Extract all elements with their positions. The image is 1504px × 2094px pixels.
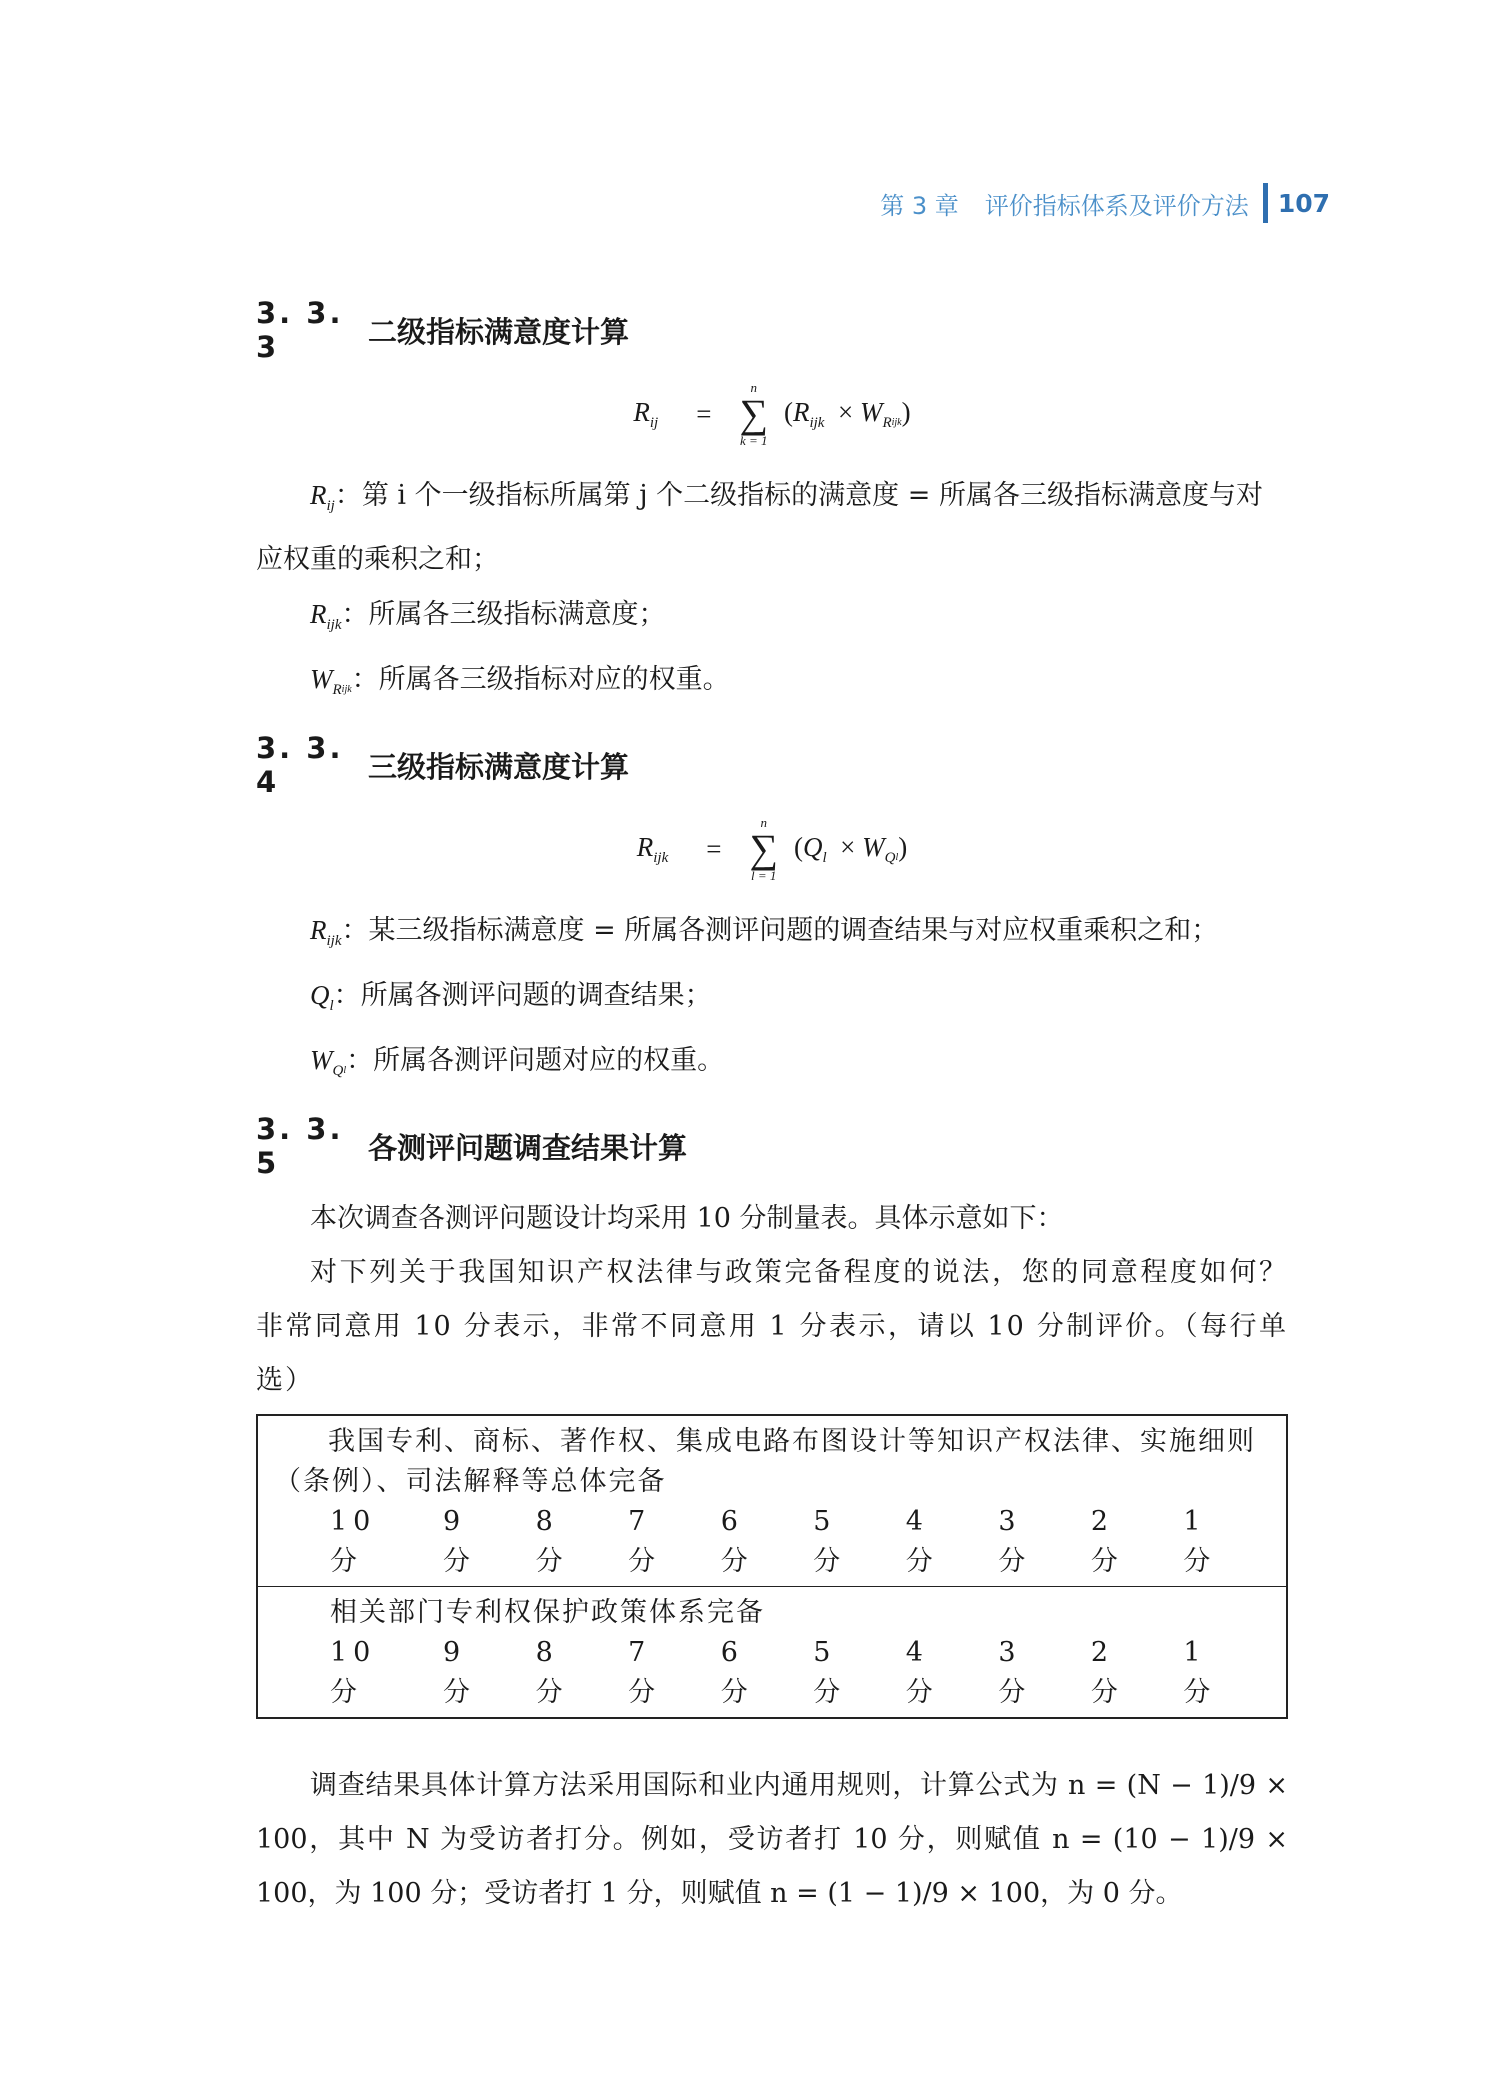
survey-row (258, 1586, 1286, 1717)
score-option[interactable]: 8 分 (535, 1506, 569, 1577)
running-header (880, 183, 1330, 223)
formula-equals: = (696, 398, 712, 429)
score-option[interactable]: 3 分 (998, 1506, 1032, 1577)
section-title: 三级指标满意度计算 (368, 749, 630, 784)
section-heading-335 (256, 1112, 1288, 1180)
header-divider (1263, 183, 1268, 223)
survey-box (256, 1414, 1288, 1719)
score-options (274, 1633, 1276, 1713)
section-title: 二级指标满意度计算 (368, 314, 630, 349)
score-option[interactable]: 6 分 (720, 1506, 754, 1577)
page-number: 107 (1277, 188, 1330, 218)
formula-equals: = (706, 833, 722, 864)
formula-body: $(Q_l \times W_Ql)$ (793, 831, 908, 866)
survey-question: 我国专利、商标、著作权、集成电路布图设计等知识产权法律、实施细则（条例）、司法解释等总体完备 (274, 1426, 1256, 1497)
section-number: 3. 3. 3 (256, 296, 344, 364)
score-option[interactable]: 10 分 (330, 1506, 377, 1577)
section-heading-334 (256, 731, 1288, 799)
chapter-title: 评价指标体系及评价方法 (984, 191, 1249, 220)
score-option[interactable]: 1 分 (1183, 1506, 1217, 1577)
definition-rij: $R_{ij}$：第 i 个一级指标所属第 j 个二级指标的满意度 = 所属各三级指标满意度与对应权重的乘积之和； (256, 480, 1263, 575)
section-title: 各测评问题调查结果计算 (368, 1130, 688, 1165)
formula-rijk (256, 795, 1288, 903)
score-option[interactable]: 1 分 (1183, 1637, 1217, 1708)
definition-rijk: $R_{ijk}$：所属各三级指标满意度； (310, 599, 666, 633)
summation-symbol: n ∑ l = 1 (749, 815, 778, 883)
score-option[interactable]: 3 分 (998, 1637, 1032, 1708)
score-option[interactable]: 9 分 (443, 1637, 477, 1708)
score-option[interactable]: 7 分 (628, 1637, 662, 1708)
score-option[interactable]: 8 分 (535, 1637, 569, 1708)
formula-lhs: $R_{ij}$ (633, 396, 659, 431)
paragraph-calculation: 调查结果具体计算方法采用国际和业内通用规则，计算公式为 n = (N − 1)/9 × 100，其中 N 为受访者打分。例如，受访者打 10 分，则赋值 n = (10 − 1)/9 × 100，为 100 分；受访者打 1 分，则赋值 n = (1 − 1)/9 × 100，为 0 分。 (256, 1770, 1288, 1909)
score-option[interactable]: 10 分 (330, 1637, 377, 1708)
section-number: 3. 3. 4 (256, 731, 344, 799)
definition-rijk-2: $R_{ijk}$：某三级指标满意度 = 所属各测评问题的调查结果与对应权重乘积之和； (310, 915, 1219, 949)
score-option[interactable]: 2 分 (1090, 1637, 1124, 1708)
survey-question: 相关部门专利权保护政策体系完备 (330, 1597, 765, 1628)
definition-w-rijk: $W_Rijk$：所属各三级指标对应的权重。 (310, 664, 730, 698)
formula-body: $(R_{ijk} \times W_Rijk)$ (783, 396, 911, 431)
formula-rij (256, 360, 1288, 468)
survey-row (258, 1416, 1286, 1586)
page-body (256, 296, 1288, 1921)
paragraph-scale: 本次调查各测评问题设计均采用 10 分制量表。具体示意如下： (310, 1203, 1064, 1234)
score-option[interactable]: 4 分 (905, 1637, 939, 1708)
score-option[interactable]: 6 分 (720, 1637, 754, 1708)
score-option[interactable]: 5 分 (813, 1506, 847, 1577)
summation-symbol: n ∑ k = 1 (739, 380, 768, 448)
score-option[interactable]: 7 分 (628, 1506, 662, 1577)
score-option[interactable]: 5 分 (813, 1637, 847, 1708)
formula-lhs: $R_{ijk}$ (636, 831, 669, 866)
score-option[interactable]: 9 分 (443, 1506, 477, 1577)
definition-w-ql: $W_Ql$：所属各测评问题对应的权重。 (310, 1045, 725, 1079)
score-options (274, 1502, 1276, 1582)
chapter-number: 第 3 章 (880, 191, 959, 220)
score-option[interactable]: 2 分 (1090, 1506, 1124, 1577)
section-number: 3. 3. 5 (256, 1112, 344, 1180)
paragraph-question-intro: 对下列关于我国知识产权法律与政策完备程度的说法，您的同意程度如何？非常同意用 10 分表示，非常不同意用 1 分表示，请以 10 分制评价。（每行单选） (256, 1257, 1288, 1396)
definition-ql: $Q_l$：所属各测评问题的调查结果； (310, 980, 712, 1014)
score-option[interactable]: 4 分 (905, 1506, 939, 1577)
section-heading-333 (256, 296, 1288, 364)
